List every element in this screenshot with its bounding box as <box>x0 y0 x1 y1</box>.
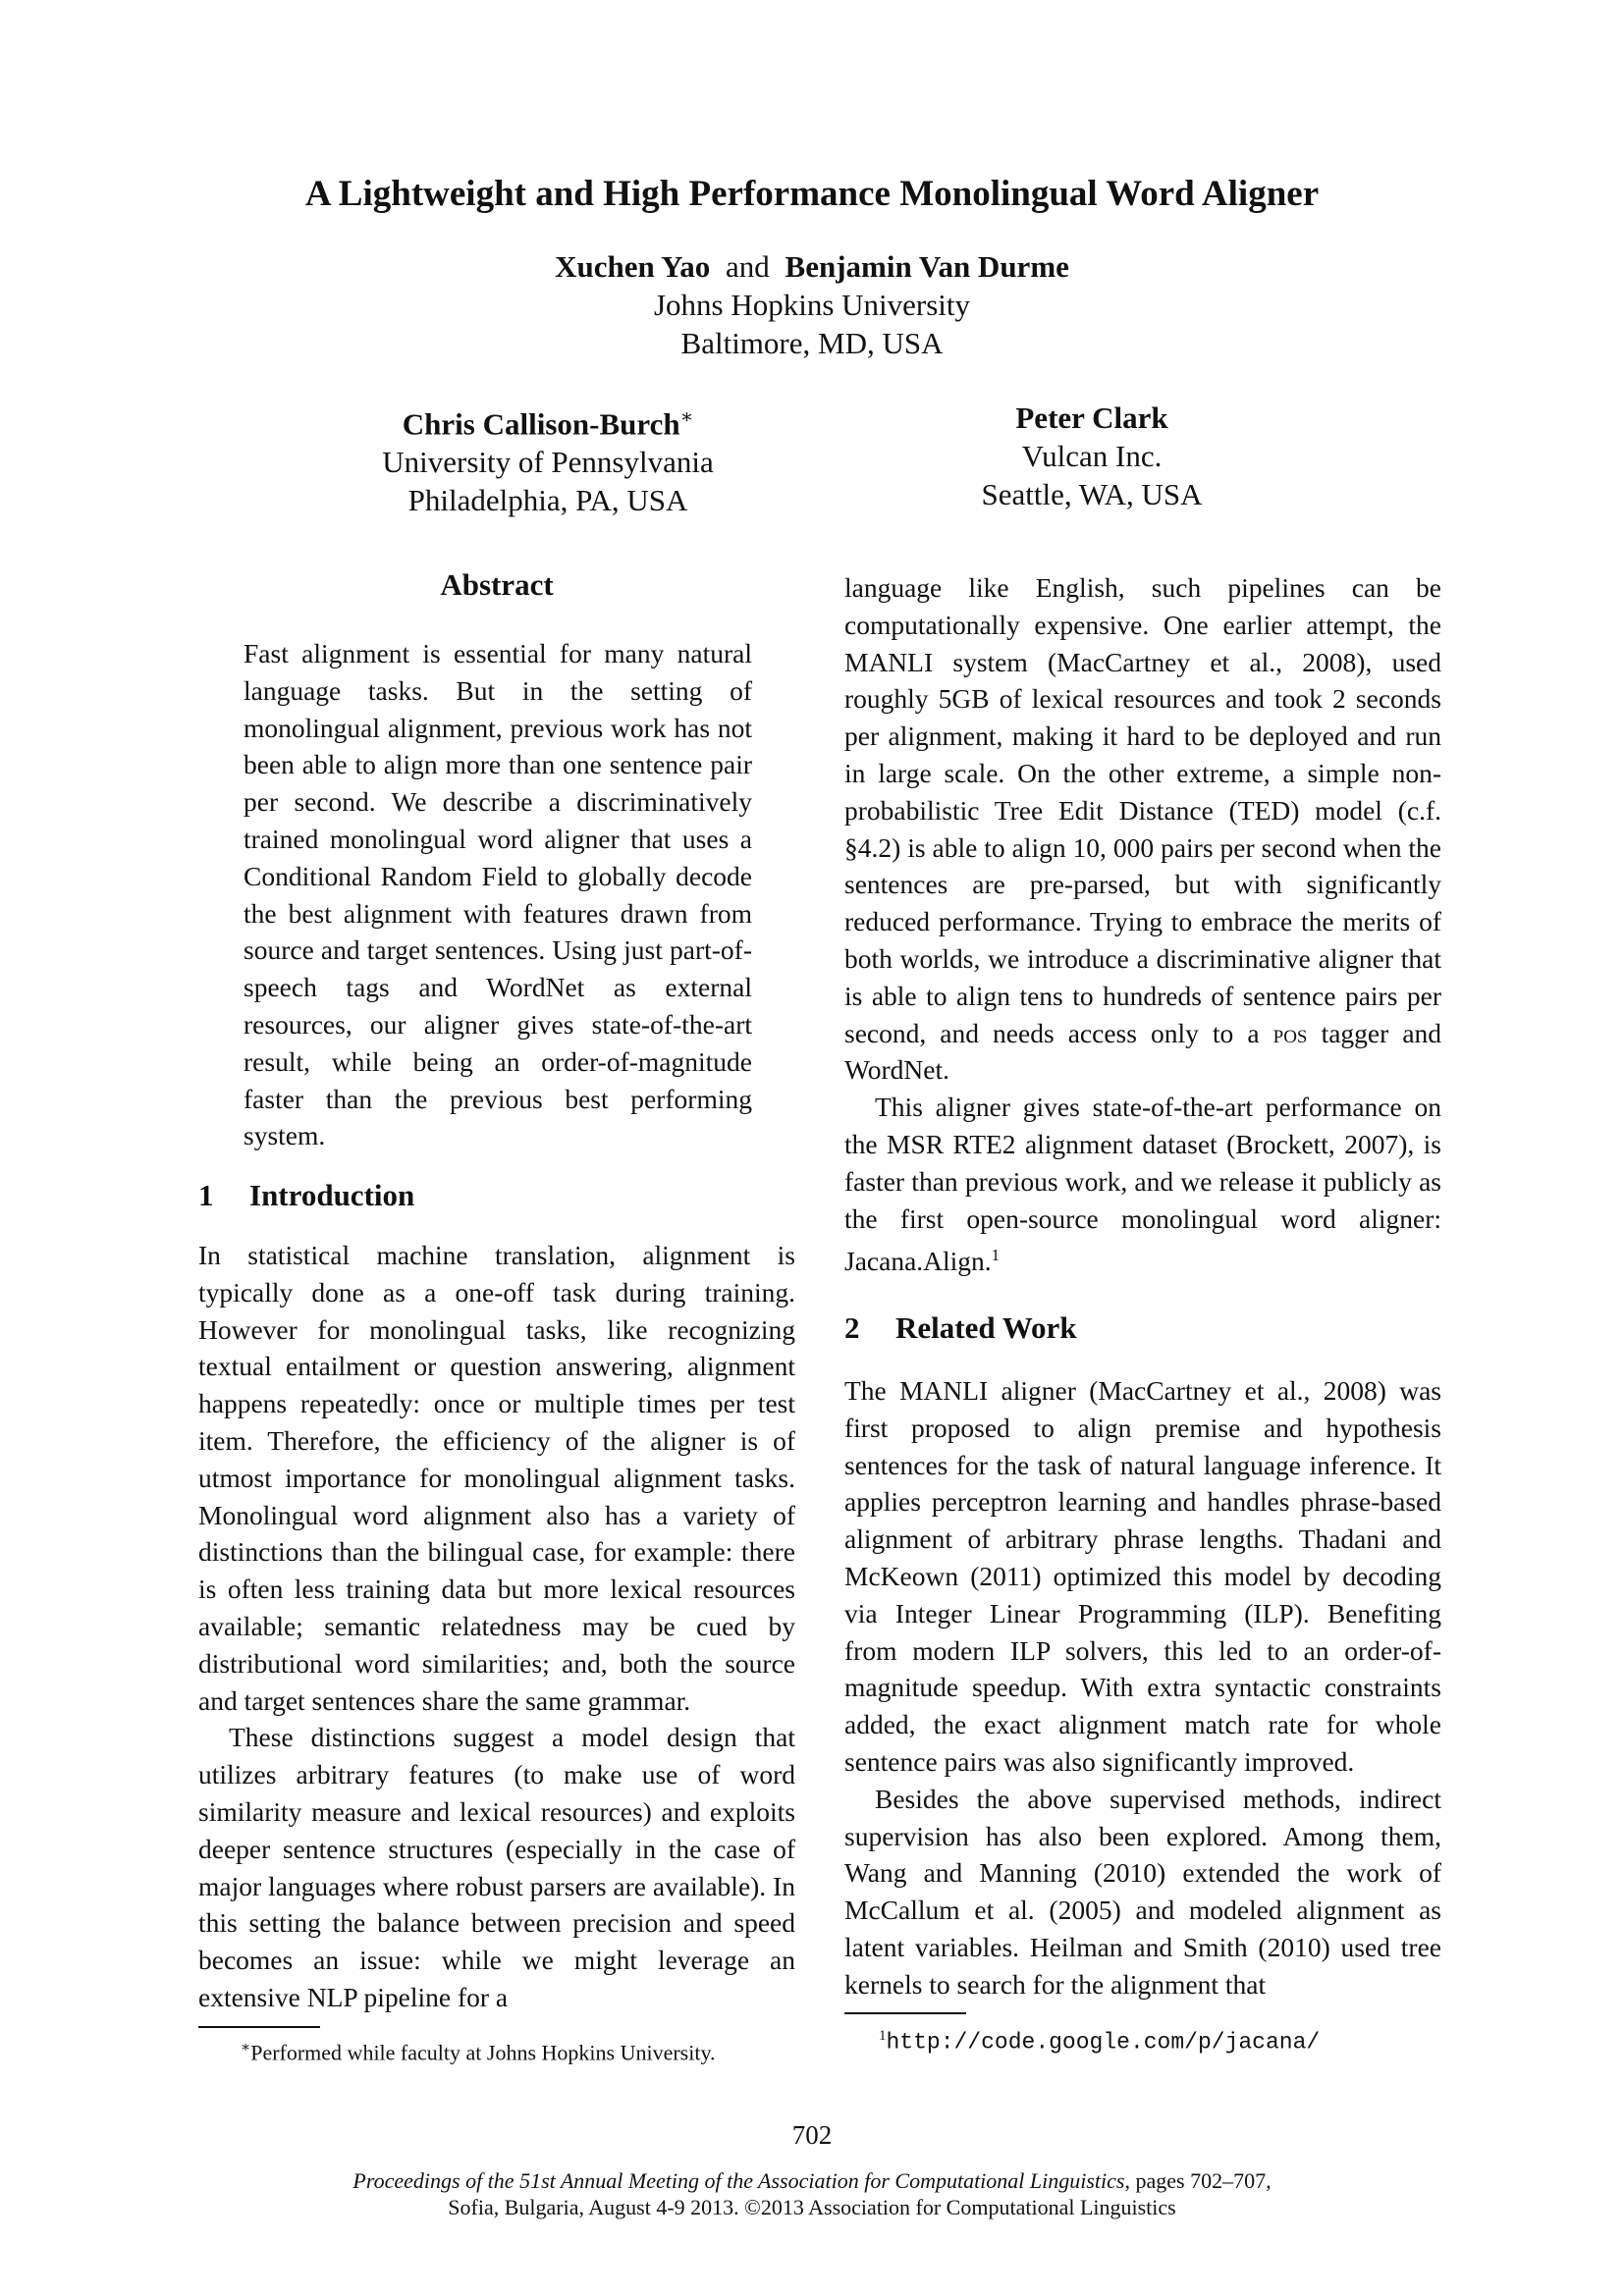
author-name: Chris Callison-Burch <box>402 406 680 442</box>
proceedings-footer <box>0 2167 1624 2220</box>
author-location: Philadelphia, PA, USA <box>407 483 688 518</box>
author-name: Xuchen Yao <box>555 249 711 284</box>
proceedings-location: Sofia, Bulgaria, August 4-9 2013. ©2013 Association for Computational Linguistics <box>448 2195 1176 2219</box>
paragraph: These distinctions suggest a model design that utilizes arbitrary features (to make use of word similarity measure and lexical resources) and exploits deeper sentence structures (especially in the case of major languages where robust parsers are available). In this setting the balance between precision and speed becomes an issue: while we might leverage an extensive NLP pipeline for a <box>198 1722 795 2012</box>
author-block-right <box>817 399 1367 513</box>
pos-term: pos <box>1272 1017 1308 1048</box>
right-column-body <box>844 569 1441 1280</box>
paragraph <box>844 569 1441 1089</box>
abstract-heading: Abstract <box>440 567 554 602</box>
author-name: Benjamin Van Durme <box>785 249 1069 284</box>
footnote-url[interactable]: http://code.google.com/p/jacana/ <box>886 2029 1321 2056</box>
paragraph: The MANLI aligner (MacCartney et al., 2008) was first proposed to align premise and hypothesis sentences for the task of natural language inference. It applies perceptron learning and handles phrase-based alignment of arbitrary phrase lengths. Thadani and McKeown (2011) optimized this model by decoding via Integer Linear Programming (ILP). Benefiting from modern ILP solvers, this led to an order-of-magnitude speedup. With extra syntactic constraints added, the exact alignment match rate for whole sentence pairs was also significantly improved. <box>844 1375 1441 1777</box>
section-heading-related-work <box>844 1308 1077 1348</box>
footnote-left <box>241 2034 716 2066</box>
footnote-mark: ∗ <box>241 2040 251 2056</box>
author-location: Baltimore, MD, USA <box>680 326 944 360</box>
footnote-mark: 1 <box>879 2028 887 2044</box>
footnote-rule <box>844 2012 966 2014</box>
paragraph <box>844 1089 1441 1280</box>
footnote-text: Performed while faculty at Johns Hopkins University. <box>250 2040 716 2065</box>
section-number: 2 <box>844 1310 860 1345</box>
left-column-body <box>198 1237 795 2016</box>
author-footnote-mark: ∗ <box>679 406 694 428</box>
paragraph: In statistical machine translation, alignment is typically done as a one-off task during training. However for monolingual tasks, like recognizing textual entailment or question answering, alignment happens repeatedly: once or multiple times per test item. Therefore, the efficiency of the aligner is of utmost importance for monolingual alignment tasks. Monolingual word alignment also has a variety of distinctions than the bilingual case, for example: there is often less training data but more lexical resources available; semantic relatedness may be cued by distributional word similarities; and, both the source and target sentences share the same grammar. <box>198 1240 795 1716</box>
author-block-left <box>273 399 823 519</box>
paragraph-text: language like English, such pipelines can be computationally expensive. One earlier attempt, the MANLI system (MacCartney et al., 2008), used roughly 5GB of lexical resources and took 2 seconds per alignment, making it hard to be deployed and run in large scale. On the other extreme, a simple non-probabilistic Tree Edit Distance (TED) model (c.f. §4.2) is able to align 10, 000 pairs per second when the sentences are pre-parsed, but with significantly reduced performance. Trying to embrace the merits of both worlds, we introduce a discriminative aligner that is able to align tens to hundreds of sentence pairs per second, and needs access only to a <box>844 572 1441 1048</box>
page-number: 702 <box>791 2120 833 2150</box>
section-number: 1 <box>198 1178 214 1212</box>
right-column-body-section2 <box>844 1372 1441 2003</box>
author-block-top <box>0 247 1624 362</box>
paragraph: Besides the above supervised methods, indirect supervision has also been explored. Among them, Wang and Manning (2010) extended the work of McCallum et al. (2005) and modeled alignment as latent variables. Heilman and Smith (2010) used tree kernels to search for the alignment that <box>844 1783 1441 2000</box>
author-affiliation: Johns Hopkins University <box>653 288 971 322</box>
footnote-ref: 1 <box>991 1246 1001 1265</box>
footnote-rule <box>198 2026 320 2028</box>
paper-title: A Lightweight and High Performance Monolingual Word Aligner <box>304 174 1320 214</box>
author-conjunction: and <box>726 249 770 284</box>
proceedings-pages: , pages 702–707, <box>1124 2168 1272 2193</box>
author-affiliation: University of Pennsylvania <box>382 445 714 480</box>
abstract-text: Fast alignment is essential for many natural language tasks. But in the setting of monolingual alignment, previous work has not been able to align more than one sentence pair per second. We describe a discriminatively trained monolingual word aligner that uses a Conditional Random Field to globally decode the best alignment with features drawn from source and target sentences. Using just part-of-speech tags and WordNet as external resources, our aligner gives state-of-the-art result, while being an order-of-magnitude faster than the previous best performing system. <box>244 638 752 1151</box>
author-affiliation: Vulcan Inc. <box>1021 439 1163 473</box>
author-name: Peter Clark <box>1015 400 1168 435</box>
author-location: Seattle, WA, USA <box>981 477 1203 511</box>
footnote-right <box>879 2022 1320 2056</box>
section-title: Introduction <box>249 1178 415 1212</box>
section-heading-introduction <box>198 1176 414 1215</box>
paragraph-text: This aligner gives state-of-the-art performance on the MSR RTE2 alignment dataset (Brockett, 2007), is faster than previous work, and we release it publicly as the first open-source monolingual word aligner: Jacana.Align. <box>844 1092 1441 1277</box>
paragraph-text: tagger and WordNet. <box>844 1017 1442 1086</box>
proceedings-venue: Proceedings of the 51st Annual Meeting of the Association for Computational Linguistics <box>352 2168 1125 2193</box>
section-title: Related Work <box>895 1310 1077 1345</box>
